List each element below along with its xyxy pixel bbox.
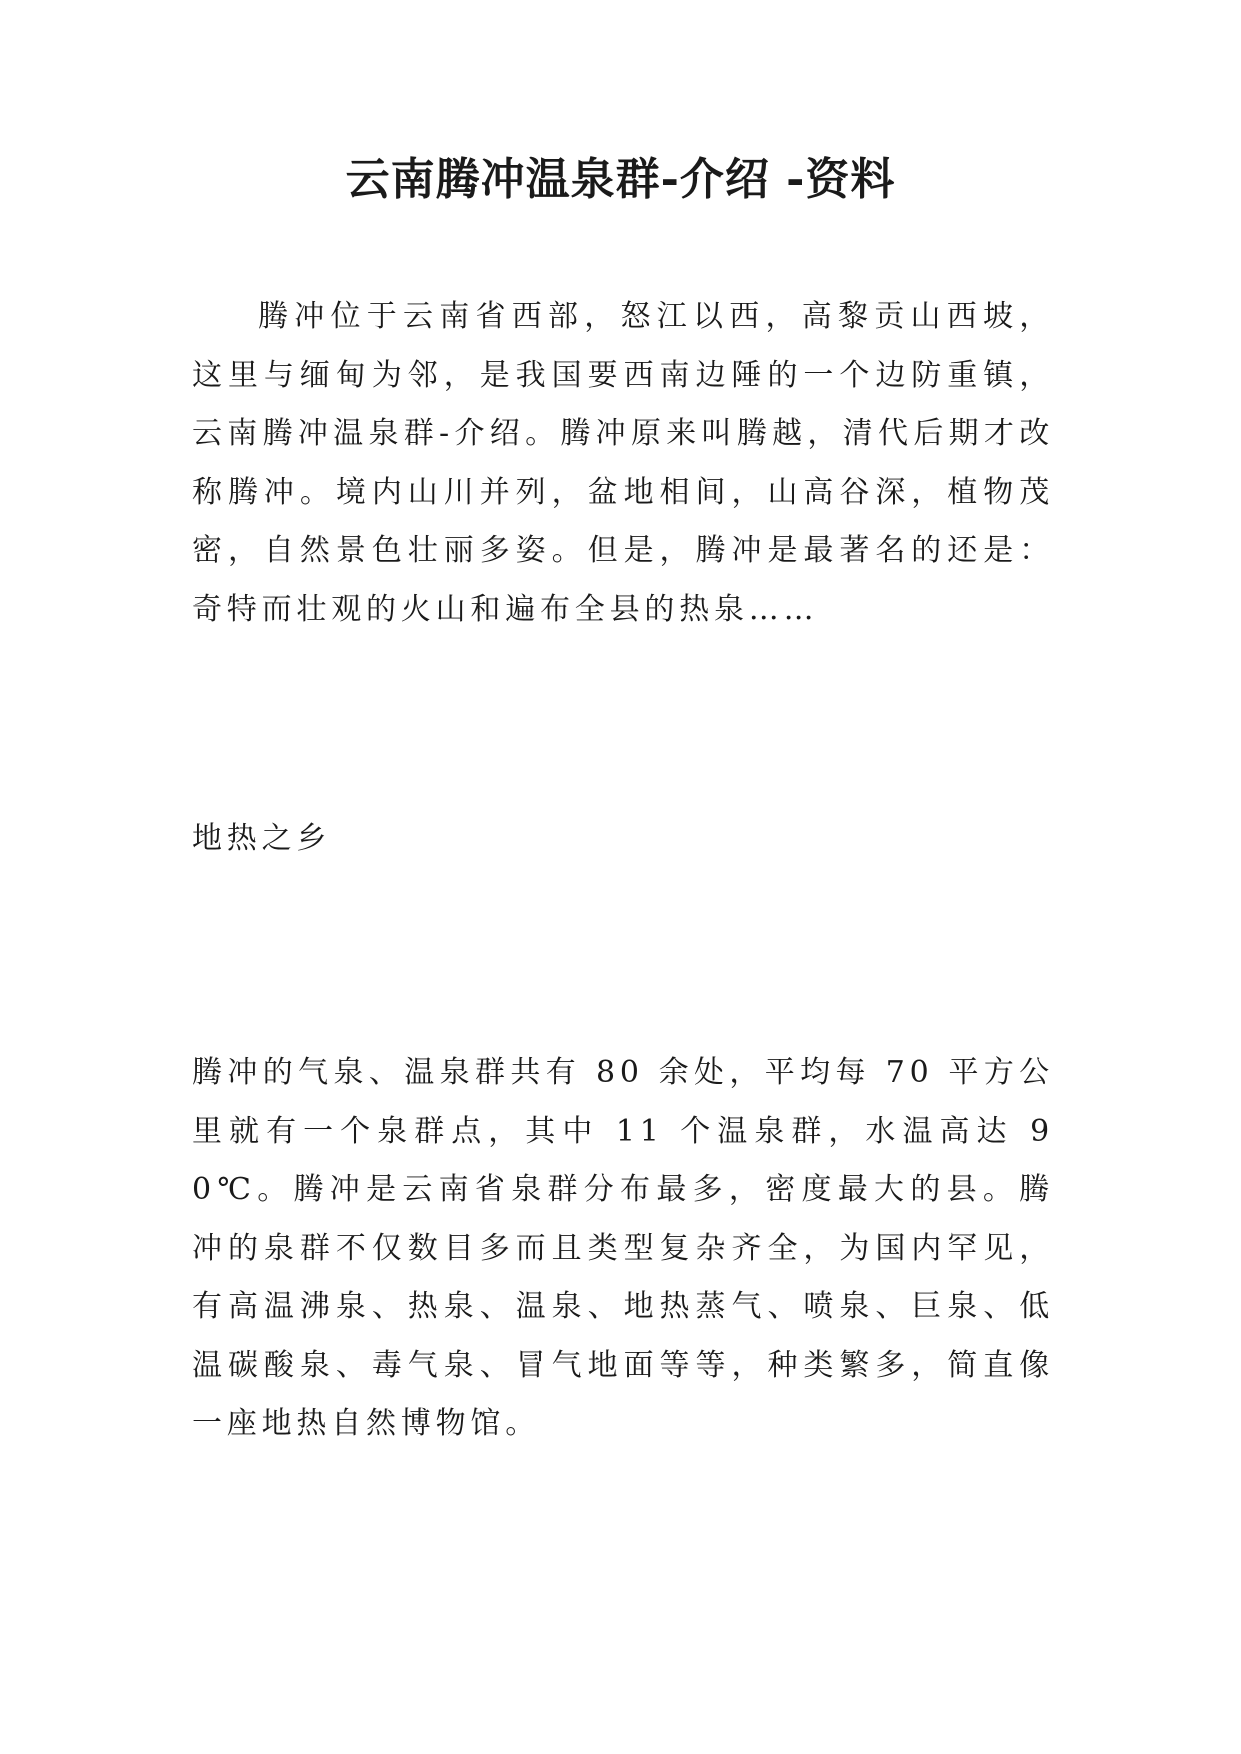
intro-paragraph: 腾冲位于云南省西部，怒江以西，高黎贡山西坡，这里与缅甸为邻，是我国要西南边陲的一个边防重镇，云南腾冲温泉群-介绍。腾冲原来叫腾越，清代后期才改称腾冲。境内山川并列，盆地相间，山高谷深，植物茂密，自然景色壮丽多姿。但是，腾冲是最著名的还是：奇特而壮观的火山和遍布全县的热泉…… [192, 299, 1054, 627]
document-title: 云南腾冲温泉群-介绍 -资料 [345, 154, 896, 205]
geothermal-paragraph: 腾冲的气泉、温泉群共有 80 余处，平均每 70 平方公里就有一个泉群点，其中 11 个温泉群，水温高达 90℃。腾冲是云南省泉群分布最多，密度最大的县。腾冲的泉群不仅数目多而且类型复杂齐全，为国内罕见，有高温沸泉、热泉、温泉、地热蒸气、喷泉、巨泉、低温碳酸泉、毒气泉、冒气地面等等，种类繁多，简直像一座地热自然博物馆。 [192, 1055, 1054, 1441]
section-heading: 地热之乡 [192, 821, 332, 856]
